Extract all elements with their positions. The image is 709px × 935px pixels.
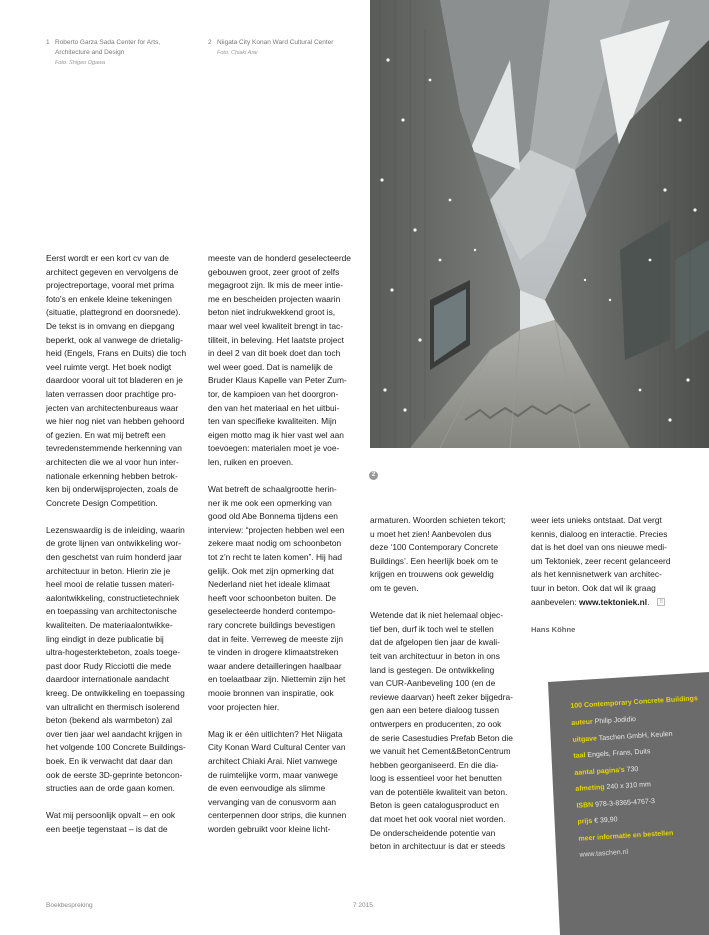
info-row-author: auteur Philip Jodidio: [571, 716, 637, 727]
paragraph: Wat mij persoonlijk opvalt – en ook een beetje tegenstaat – is dat de: [46, 810, 176, 834]
photo-number-badge: 2: [369, 471, 378, 480]
period: .: [647, 596, 650, 607]
info-row-publisher: uitgave Taschen GmbH, Keulen: [572, 730, 673, 744]
article-column-4: [531, 514, 691, 637]
caption-text: Niigata City Konan Ward Cultural Center: [217, 39, 334, 46]
paragraph: Lezenswaardig is de inleiding, waarin de grote lijnen van ontwikkeling wor- den geschetst van ruim honderd jaar architectuur in beton. Hierin zie je heel mooi de relatie tussen materi- aalontwikkeling, constructietechniek en toepassing van architectonische kwaliteiten. De materiaalontwikke- ling eindigt in deze publicatie bij ultra-hogesterktebeton, zoals toege- past door Rudy Ricciotti die mede daardoor internationale aandacht kreeg. De ontwikkeling en toepassing van ultralicht en thermisch isolerend beton (bekend als warmbeton) zal over tien jaar wel aandacht krijgen in het volgende 100 Concrete Buildings- boek. En ik verwacht dat daar dan ook de eerste 3D-geprinte betoncon- structies aan de orde gaan komen.: [46, 524, 186, 794]
info-row-language: taal Engels, Frans, Duits: [573, 748, 651, 760]
photo-credit: Foto: Shigeo Ogawa: [55, 60, 106, 66]
paragraph: meeste van de honderd geselecteerde gebouwen groot, zeer groot of zelfs megagroot zijn. Ik mis de meer intie- me en bescheiden projecten waarin beton niet indrukwekkend groot is, maar wel veel kwaliteit brengt in tac- tiliteit, in beleving. Het laatste project in deel 2 van dit boek doet dan toch wel weer goed. Dat is namelijk de Bruder Klaus Kapelle van Peter Zum- tor, de kampioen van het doorgron- den van het materiaal en het uitbui- ten van specifieke kwaliteiten. Mijn eigen motto mag ik hier vast wel aan toevoegen: materialen moet je voe- len, ruiken en proeven.: [208, 253, 351, 467]
caption-text: Architecture and Design: [55, 49, 125, 56]
book-info-box: [540, 672, 709, 935]
paragraph: weer iets unieks ontstaat. Dat vergt kennis, dialoog en interactie. Precies dat is het doel van ons nieuwe medi- um Tektoniek, zeer recent gelanceerd als het kennisnetwerk van architec- tuur in beton. Ook dat wil ik graag aanbevelen:: [531, 515, 671, 607]
info-row-price: prijs € 39,90: [577, 816, 618, 826]
info-row-size: afmeting 240 x 310 mm: [575, 781, 652, 793]
caption-text: Roberto Garza Sada Center for Arts,: [55, 39, 161, 46]
paragraph: Wetende dat ik niet helemaal objec- tief ben, durf ik toch wel te stellen dat de afgelopen tien jaar de kwali- teit van architectuur in beton in ons land is gestegen. De ontwikkeling van CUR-Aanbeveling 100 (en de reviewe daarvan) heeft zeker bijgedra- gen aan een betere dialoog tussen ontwerpers en producenten, zo ook de serie Casestudies Prefab Beton die we vanuit het Cement&BetonCentrum hebben georganiseerd. En die dia- loog is essentieel voor het benutten van de potentiële kwaliteit van beton. Beton is geen catalogusproduct en dat moet het ook vooral niet worden. De onderscheidende potentie van beton in architectuur is dat er steeds: [370, 610, 513, 852]
book-title: 100 Contemporary Concrete Buildings: [570, 695, 698, 710]
more-info-label: meer informatie en bestellen: [578, 829, 674, 843]
article-column-1: [46, 252, 201, 850]
corridor-photo: [370, 0, 709, 448]
paragraph: armaturen. Woorden schieten tekort; u moet het zien! Aanbevolen dus deze ‘100 Contemporary Concrete Buildings’. Een heerlijk boek om te krijgen en trouwens ook geweldig om te geven.: [370, 515, 506, 593]
paragraph: Mag ik er één uitlichten? Het Niigata City Konan Ward Cultural Center van architect Chiaki Arai. Niet vanwege de ruimtelijke vorm, maar vanwege de even eenvoudige als slimme vervanging van de conusvorm aan centerpennen door strips, die kunnen worden gebruikt voor kleine licht-: [208, 728, 347, 834]
tektoniek-link[interactable]: www.tektoniek.nl: [578, 596, 648, 607]
issue-number: 7 2015: [353, 902, 373, 909]
end-mark-icon: B: [657, 598, 665, 606]
article-column-3: [370, 514, 522, 867]
info-row-isbn: ISBN 978-3-8365-4767-3: [576, 797, 656, 810]
concrete-corridor-image: [370, 0, 709, 448]
info-box-content: [570, 692, 709, 864]
caption-number: 2: [208, 39, 212, 46]
photo-caption-1: [46, 38, 196, 68]
info-row-pages: aantal pagina's 730: [574, 765, 639, 777]
author-name: Hans Köhne: [531, 625, 576, 635]
article-column-2: [208, 252, 363, 850]
paragraph: Eerst wordt er een kort cv van de architect gegeven en vervolgens de projectreportage, vooral met prima foto's en enkele kleine tekeningen (situatie, plattegrond en doorsnede). De tekst is in omvang en diepgang beperkt, ook al vanwege de drietalig- heid (Engels, Frans en Duits) die toch veel ruimte vergt. Het boek nodigt daardoor vooral uit tot bladeren en je laten verrassen door prachtige pro- jecten van architectenbureaus waar we hier nog niet van hebben gehoord of gezien. En wat mij betreft een tevredenstemmende herkenning van architecten die we al voor hun inter- nationale erkenning hebben betrok- ken bij onderwijsprojecten, zoals de Concrete Design Competition.: [46, 253, 187, 508]
caption-number: 1: [46, 39, 50, 46]
paragraph: Wat betreft de schaalgrootte herin- ner ik me ook een opmerking van good old Abe Bonnema tijdens een interview: “projecten hebben wel een zekere maat nodig om schoonbeton tot z’n recht te laten komen”. Hij had gelijk. Ook met zijn opmerking dat Nederland niet het ideale klimaat heeft voor schoonbeton buiten. De geselecteerde honderd contempo- rary concrete buildings bevestigen dat in feite. Verreweg de meeste zijn te vinden in drogere klimaatstreken waar andere detailleringen haalbaar en toelaatbaar zijn. Niettemin zijn het mooie bronnen van inspiratie, ook voor projecten hier.: [208, 484, 346, 712]
photo-credit: Foto: Chiaki Arai: [217, 50, 258, 56]
photo-caption-2: [208, 38, 358, 58]
section-label: Boekbespreking: [46, 902, 93, 909]
taschen-link[interactable]: www.taschen.nl: [579, 848, 629, 859]
